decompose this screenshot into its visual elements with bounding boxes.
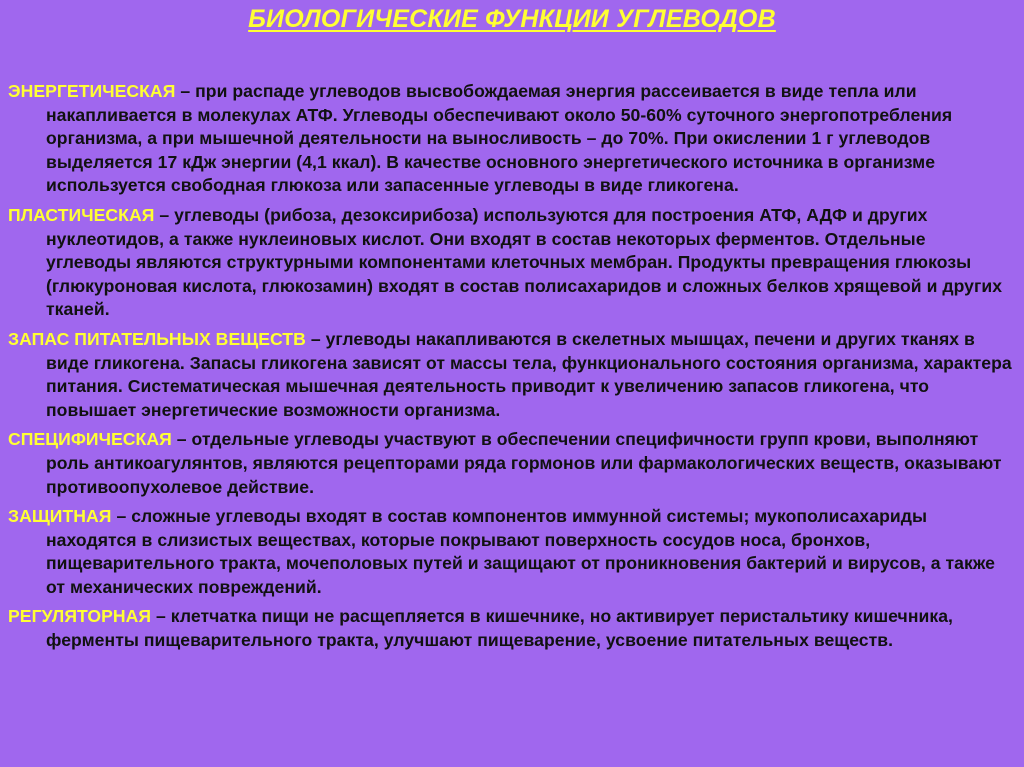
function-term: ЭНЕРГЕТИЧЕСКАЯ — [8, 81, 176, 101]
function-item-regulatory — [8, 605, 1012, 652]
function-item-energy — [8, 80, 1012, 198]
function-description: – клетчатка пищи не расщепляется в кишечнике, но активирует перистальтику кишечника, ферменты пищеварительного тракта, улучшают пищеварение, усвоение питательных веществ. — [46, 606, 953, 651]
function-term: ЗАЩИТНАЯ — [8, 506, 112, 527]
function-item-protective — [8, 505, 1012, 599]
function-term: ЗАПАС ПИТАТЕЛЬНЫХ ВЕЩЕСТВ — [8, 328, 306, 349]
function-term: СПЕЦИФИЧЕСКАЯ — [8, 429, 172, 450]
slide-title: БИОЛОГИЧЕСКИЕ ФУНКЦИИ УГЛЕВОДОВ — [248, 5, 776, 33]
function-term: РЕГУЛЯТОРНАЯ — [8, 606, 152, 627]
function-description: – углеводы накапливаются в скелетных мышцах, печени и других тканях в виде гликогена. Запасы гликогена зависят от массы тела, функционального состояния организма, характера питания. Систематическая мышечная деятельность приводит к увеличению запасов гликогена, что повышает энергетические возможности организма. — [46, 328, 1012, 420]
function-description: – отдельные углеводы участвуют в обеспечении специфичности групп крови, выполняют роль антикоагулянтов, являются рецепторами ряда гормонов или фармакологических веществ, оказывают противоопухолевое действие. — [46, 429, 1002, 497]
function-description: – при распаде углеводов высвобождаемая энергия рассеивается в виде тепла или накапливается в молекулах АТФ. Углеводы обеспечивают около 50-60% суточного энергопотребления организма, а при мышечной деятельности на выносливость – до 70%. При окислении 1 г углеводов выделяется 17 кДж энергии (4,1 ккал). В качестве основного энергетического источника в организме используется свободная глюкоза или запасенные углеводы в виде гликогена. — [46, 81, 953, 196]
function-item-plastic — [8, 204, 1012, 322]
function-term: ПЛАСТИЧЕСКАЯ — [8, 204, 155, 225]
function-item-specific — [8, 428, 1012, 499]
functions-list — [8, 80, 1012, 659]
function-item-reserve — [8, 328, 1012, 422]
function-description: – сложные углеводы входят в состав компонентов иммунной системы; мукополисахариды находятся в слизистых веществах, которые покрывают поверхность сосудов носа, бронхов, пищеварительного тракта, мочеполовых путей и защищают от проникновения бактерий и вирусов, а также от механических повреждений. — [46, 506, 995, 597]
function-description: – углеводы (рибоза, дезоксирибоза) используются для построения АТФ, АДФ и других нуклеотидов, а также нуклеиновых кислот. Они входят в состав некоторых ферментов. Отдельные углеводы являются структурными компонентами клеточных мембран. Продукты превращения глюкозы (глюкуроновая кислота, глюкозамин) входят в состав полисахаридов и сложных белков хрящевой и других тканей. — [46, 204, 1003, 320]
